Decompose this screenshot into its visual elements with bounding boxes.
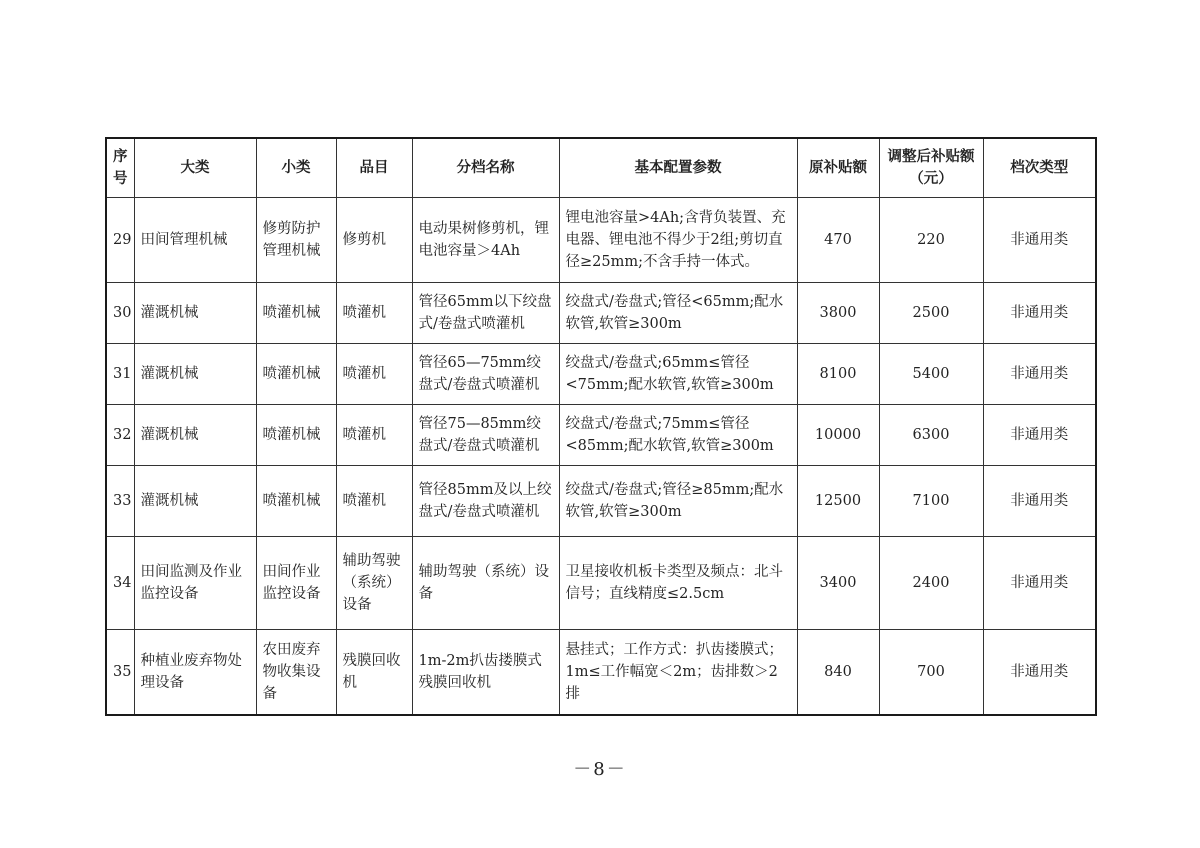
- cell-item: 残膜回收机: [336, 630, 412, 716]
- cell-tier-name: 1m-2m扒齿搂膜式残膜回收机: [412, 630, 559, 716]
- cell-original-subsidy: 8100: [797, 344, 879, 405]
- table-row: [106, 283, 1096, 344]
- header-adjusted-subsidy: 调整后补贴额（元）: [879, 138, 983, 198]
- table-row: [106, 198, 1096, 283]
- cell-adjusted-subsidy: 2500: [879, 283, 983, 344]
- cell-serial: 33: [106, 466, 134, 537]
- header-tier-type: 档次类型: [983, 138, 1096, 198]
- cell-tier-type: 非通用类: [983, 198, 1096, 283]
- table-header-row: [106, 138, 1096, 198]
- cell-item: 辅助驾驶（系统）设备: [336, 537, 412, 630]
- cell-original-subsidy: 3400: [797, 537, 879, 630]
- cell-adjusted-subsidy: 7100: [879, 466, 983, 537]
- cell-adjusted-subsidy: 5400: [879, 344, 983, 405]
- header-original-subsidy: 原补贴额: [797, 138, 879, 198]
- cell-item: 喷灌机: [336, 466, 412, 537]
- cell-tier-name: 电动果树修剪机，锂电池容量＞4Ah: [412, 198, 559, 283]
- cell-tier-type: 非通用类: [983, 466, 1096, 537]
- cell-category: 灌溉机械: [134, 283, 256, 344]
- cell-tier-type: 非通用类: [983, 630, 1096, 716]
- cell-adjusted-subsidy: 6300: [879, 405, 983, 466]
- cell-item: 喷灌机: [336, 405, 412, 466]
- cell-tier-name: 管径75—85mm绞盘式/卷盘式喷灌机: [412, 405, 559, 466]
- cell-subcategory: 农田废弃物收集设备: [256, 630, 336, 716]
- table-row: [106, 466, 1096, 537]
- cell-serial: 32: [106, 405, 134, 466]
- cell-serial: 34: [106, 537, 134, 630]
- cell-config-params: 绞盘式/卷盘式;65mm≤管径<75mm;配水软管,软管≥300m: [559, 344, 797, 405]
- cell-subcategory: 喷灌机械: [256, 344, 336, 405]
- table-row: [106, 344, 1096, 405]
- subsidy-table: [105, 137, 1097, 716]
- cell-category: 灌溉机械: [134, 405, 256, 466]
- cell-item: 喷灌机: [336, 344, 412, 405]
- header-category: 大类: [134, 138, 256, 198]
- cell-original-subsidy: 840: [797, 630, 879, 716]
- cell-tier-type: 非通用类: [983, 344, 1096, 405]
- cell-subcategory: 喷灌机械: [256, 405, 336, 466]
- cell-item: 喷灌机: [336, 283, 412, 344]
- cell-config-params: 绞盘式/卷盘式;管径≥85mm;配水软管,软管≥300m: [559, 466, 797, 537]
- cell-config-params: 绞盘式/卷盘式;管径<65mm;配水软管,软管≥300m: [559, 283, 797, 344]
- header-serial: 序号: [106, 138, 134, 198]
- cell-tier-type: 非通用类: [983, 405, 1096, 466]
- cell-serial: 29: [106, 198, 134, 283]
- cell-original-subsidy: 3800: [797, 283, 879, 344]
- cell-original-subsidy: 12500: [797, 466, 879, 537]
- cell-config-params: 卫星接收机板卡类型及频点：北斗信号；直线精度≤2.5cm: [559, 537, 797, 630]
- cell-config-params: 绞盘式/卷盘式;75mm≤管径<85mm;配水软管,软管≥300m: [559, 405, 797, 466]
- cell-adjusted-subsidy: 220: [879, 198, 983, 283]
- cell-item: 修剪机: [336, 198, 412, 283]
- cell-config-params: 锂电池容量>4Ah;含背负装置、充电器、锂电池不得少于2组;剪切直径≥25mm;不含手持一体式。: [559, 198, 797, 283]
- cell-subcategory: 田间作业监控设备: [256, 537, 336, 630]
- cell-original-subsidy: 470: [797, 198, 879, 283]
- cell-category: 种植业废弃物处理设备: [134, 630, 256, 716]
- cell-subcategory: 修剪防护管理机械: [256, 198, 336, 283]
- cell-config-params: 悬挂式；工作方式：扒齿搂膜式；1m≤工作幅宽＜2m；齿排数＞2排: [559, 630, 797, 716]
- cell-category: 田间监测及作业监控设备: [134, 537, 256, 630]
- cell-category: 田间管理机械: [134, 198, 256, 283]
- cell-adjusted-subsidy: 700: [879, 630, 983, 716]
- cell-subcategory: 喷灌机械: [256, 283, 336, 344]
- cell-category: 灌溉机械: [134, 466, 256, 537]
- header-item: 品目: [336, 138, 412, 198]
- cell-tier-name: 管径65mm以下绞盘式/卷盘式喷灌机: [412, 283, 559, 344]
- cell-serial: 35: [106, 630, 134, 716]
- header-tier-name: 分档名称: [412, 138, 559, 198]
- cell-serial: 31: [106, 344, 134, 405]
- cell-tier-name: 管径65—75mm绞盘式/卷盘式喷灌机: [412, 344, 559, 405]
- cell-category: 灌溉机械: [134, 344, 256, 405]
- cell-tier-type: 非通用类: [983, 283, 1096, 344]
- cell-tier-type: 非通用类: [983, 537, 1096, 630]
- page-number: －8－: [573, 759, 627, 780]
- cell-tier-name: 管径85mm及以上绞盘式/卷盘式喷灌机: [412, 466, 559, 537]
- table-row: [106, 537, 1096, 630]
- cell-original-subsidy: 10000: [797, 405, 879, 466]
- header-subcategory: 小类: [256, 138, 336, 198]
- cell-tier-name: 辅助驾驶（系统）设备: [412, 537, 559, 630]
- cell-subcategory: 喷灌机械: [256, 466, 336, 537]
- cell-adjusted-subsidy: 2400: [879, 537, 983, 630]
- table-row: [106, 405, 1096, 466]
- cell-serial: 30: [106, 283, 134, 344]
- table-row: [106, 630, 1096, 716]
- header-config-params: 基本配置参数: [559, 138, 797, 198]
